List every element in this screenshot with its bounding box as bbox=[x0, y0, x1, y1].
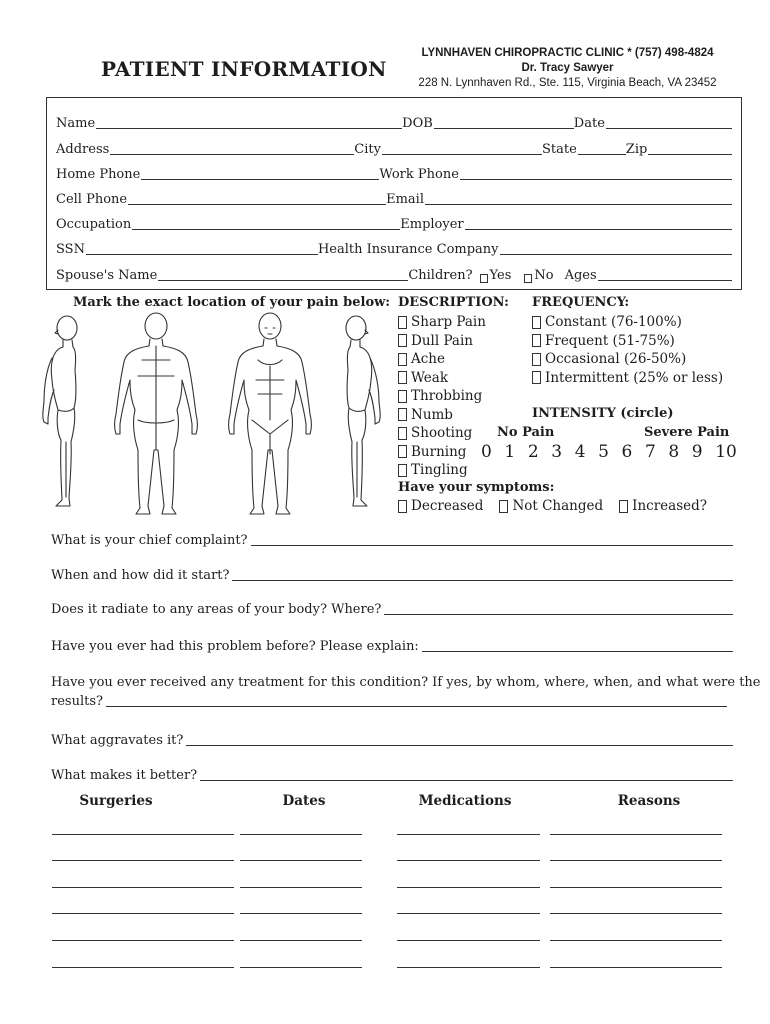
dates-line[interactable] bbox=[240, 940, 362, 941]
state-field[interactable] bbox=[578, 154, 626, 155]
medications-line[interactable] bbox=[397, 834, 540, 835]
option-label: Numb bbox=[411, 406, 453, 423]
checkbox[interactable] bbox=[398, 500, 407, 513]
surgeries-line[interactable] bbox=[52, 887, 234, 888]
answer-line[interactable] bbox=[106, 706, 727, 707]
question-label: What makes it better? bbox=[51, 768, 198, 783]
body-back-figure[interactable] bbox=[115, 313, 198, 514]
date-field[interactable] bbox=[606, 128, 732, 129]
checkbox[interactable] bbox=[499, 500, 508, 513]
frequency-option[interactable] bbox=[532, 369, 723, 388]
reasons-line[interactable] bbox=[550, 860, 722, 861]
option-label: Decreased bbox=[411, 498, 484, 515]
reasons-line[interactable] bbox=[550, 967, 722, 968]
option-label: Constant (76-100%) bbox=[545, 314, 682, 331]
intensity-title: INTENSITY (circle) bbox=[532, 406, 674, 421]
checkbox[interactable] bbox=[532, 353, 541, 366]
description-option[interactable] bbox=[398, 461, 486, 480]
surgeries-line[interactable] bbox=[52, 967, 234, 968]
option-label: Not Changed bbox=[512, 498, 604, 515]
occupation-field[interactable] bbox=[132, 229, 400, 230]
frequency-option[interactable] bbox=[532, 332, 723, 351]
option-label: Intermittent (25% or less) bbox=[545, 369, 724, 386]
question-chief-complaint bbox=[51, 533, 733, 548]
intensity-low-label: No Pain bbox=[497, 425, 555, 440]
checkbox[interactable] bbox=[398, 316, 407, 329]
intensity-7[interactable]: 7 bbox=[644, 442, 656, 462]
question-label: Have you ever had this problem before? Please explain: bbox=[51, 639, 419, 654]
option-label: Weak bbox=[411, 369, 448, 386]
description-title: DESCRIPTION: bbox=[398, 295, 509, 310]
row-occupation bbox=[56, 214, 732, 232]
option-label: Increased? bbox=[632, 498, 708, 515]
body-side-right-figure[interactable] bbox=[346, 316, 380, 506]
checkbox[interactable] bbox=[398, 445, 407, 458]
city-label: City bbox=[354, 142, 381, 157]
children-yes-checkbox[interactable] bbox=[480, 274, 488, 283]
col-medications: Medications bbox=[418, 793, 512, 809]
option-label: Occasional (26-50%) bbox=[545, 351, 687, 368]
medications-line[interactable] bbox=[397, 887, 540, 888]
dob-field[interactable] bbox=[434, 128, 574, 129]
email-label: Email bbox=[386, 192, 424, 207]
row-name bbox=[56, 113, 732, 131]
description-option[interactable] bbox=[398, 332, 486, 351]
intensity-3[interactable]: 3 bbox=[551, 442, 563, 462]
pain-map-title: Mark the exact location of your pain below: bbox=[73, 295, 391, 310]
row-spouse bbox=[56, 265, 732, 283]
intensity-5[interactable]: 5 bbox=[598, 442, 609, 462]
email-field[interactable] bbox=[425, 204, 732, 205]
intensity-10[interactable]: 10 bbox=[715, 442, 737, 462]
clinic-name-phone: LYNNHAVEN CHIROPRACTIC CLINIC * (757) 498-4824 bbox=[421, 47, 714, 59]
question-label: Have you ever received any treatment for this condition? If yes, by whom, where, when, and what were the bbox=[51, 675, 761, 690]
col-reasons: Reasons bbox=[617, 793, 681, 809]
row-cell-email bbox=[56, 189, 732, 207]
intensity-high-label: Severe Pain bbox=[644, 425, 730, 440]
question-before bbox=[51, 639, 733, 654]
surgeries-line[interactable] bbox=[52, 913, 234, 914]
symptom-option-decreased[interactable] bbox=[398, 497, 483, 516]
row-phones bbox=[56, 164, 732, 182]
employer-label: Employer bbox=[400, 217, 464, 232]
employer-field[interactable] bbox=[465, 229, 732, 230]
reasons-line[interactable] bbox=[550, 913, 722, 914]
checkbox[interactable] bbox=[532, 371, 541, 384]
row-address bbox=[56, 139, 732, 157]
reasons-line[interactable] bbox=[550, 887, 722, 888]
reasons-line[interactable] bbox=[550, 834, 722, 835]
question-treatment-cont bbox=[51, 694, 727, 709]
spouse-name-label: Spouse's Name bbox=[56, 268, 158, 283]
dates-line[interactable] bbox=[240, 834, 362, 835]
intensity-1[interactable]: 1 bbox=[504, 442, 516, 462]
cell-phone-label: Cell Phone bbox=[56, 192, 128, 207]
dob-label: DOB bbox=[402, 116, 433, 131]
children-label: Children? bbox=[408, 268, 473, 283]
answer-line[interactable] bbox=[251, 545, 733, 546]
checkbox[interactable] bbox=[398, 464, 407, 477]
option-label: Tingling bbox=[411, 462, 468, 479]
home-phone-label: Home Phone bbox=[56, 167, 141, 182]
description-option[interactable] bbox=[398, 443, 486, 462]
dates-line[interactable] bbox=[240, 860, 362, 861]
children-no-checkbox[interactable] bbox=[524, 274, 532, 283]
checkbox[interactable] bbox=[398, 408, 407, 421]
work-phone-field[interactable] bbox=[460, 179, 732, 180]
answer-line[interactable] bbox=[422, 651, 733, 652]
medications-line[interactable] bbox=[397, 913, 540, 914]
surgeries-line[interactable] bbox=[52, 940, 234, 941]
col-surgeries: Surgeries bbox=[79, 793, 153, 809]
description-option[interactable] bbox=[398, 387, 486, 406]
description-option[interactable] bbox=[398, 369, 486, 388]
work-phone-label: Work Phone bbox=[379, 167, 459, 182]
dates-line[interactable] bbox=[240, 887, 362, 888]
intensity-8[interactable]: 8 bbox=[668, 442, 680, 462]
question-label: results? bbox=[51, 694, 103, 709]
health-insurance-label: Health Insurance Company bbox=[317, 242, 499, 257]
frequency-option[interactable] bbox=[532, 313, 723, 332]
checkbox[interactable] bbox=[398, 334, 407, 347]
state-label: State bbox=[541, 142, 577, 157]
name-field[interactable] bbox=[96, 128, 402, 129]
checkbox[interactable] bbox=[532, 316, 541, 329]
question-aggravates bbox=[51, 733, 733, 748]
checkbox[interactable] bbox=[398, 371, 407, 384]
intensity-6[interactable]: 6 bbox=[621, 442, 633, 462]
question-treatment bbox=[51, 675, 761, 690]
ssn-field[interactable] bbox=[86, 254, 318, 255]
intensity-9[interactable]: 9 bbox=[691, 442, 703, 462]
frequency-options bbox=[532, 313, 723, 387]
occupation-label: Occupation bbox=[56, 217, 132, 232]
medications-line[interactable] bbox=[397, 940, 540, 941]
dates-line[interactable] bbox=[240, 913, 362, 914]
ages-field[interactable] bbox=[598, 280, 732, 281]
intensity-2[interactable]: 2 bbox=[527, 442, 539, 462]
question-label: Does it radiate to any areas of your body? Where? bbox=[51, 602, 382, 617]
checkbox[interactable] bbox=[532, 334, 541, 347]
description-option[interactable] bbox=[398, 424, 486, 443]
surgeries-line[interactable] bbox=[52, 860, 234, 861]
description-options bbox=[398, 313, 486, 480]
answer-line[interactable] bbox=[186, 745, 733, 746]
option-label: Burning bbox=[411, 443, 467, 460]
city-field[interactable] bbox=[382, 154, 542, 155]
description-option[interactable] bbox=[398, 350, 486, 369]
frequency-title: FREQUENCY: bbox=[532, 295, 630, 310]
checkbox[interactable] bbox=[398, 353, 407, 366]
body-front-figure[interactable] bbox=[229, 313, 312, 514]
page-title: PATIENT INFORMATION bbox=[101, 57, 387, 81]
medications-line[interactable] bbox=[397, 860, 540, 861]
symptom-option-not-changed[interactable] bbox=[499, 497, 603, 516]
zip-label: Zip bbox=[625, 142, 648, 157]
children-no-label: No bbox=[534, 268, 554, 283]
home-phone-field[interactable] bbox=[141, 179, 379, 180]
option-label: Dull Pain bbox=[411, 332, 473, 349]
doctor-name: Dr. Tracy Sawyer bbox=[521, 62, 614, 74]
question-label: What aggravates it? bbox=[51, 733, 184, 748]
symptoms-options bbox=[398, 497, 707, 516]
clinic-address: 228 N. Lynnhaven Rd., Ste. 115, Virginia Beach, VA 23452 bbox=[418, 77, 717, 89]
body-side-left-figure[interactable] bbox=[43, 316, 77, 506]
answer-line[interactable] bbox=[232, 580, 733, 581]
question-better bbox=[51, 768, 733, 783]
answer-line[interactable] bbox=[200, 780, 733, 781]
checkbox[interactable] bbox=[398, 427, 407, 440]
address-field[interactable] bbox=[110, 154, 354, 155]
checkbox[interactable] bbox=[619, 500, 628, 513]
option-label: Frequent (51-75%) bbox=[545, 332, 675, 349]
ages-label: Ages bbox=[564, 268, 597, 283]
body-diagram[interactable] bbox=[34, 310, 394, 525]
option-label: Ache bbox=[411, 351, 445, 368]
description-option[interactable] bbox=[398, 406, 486, 425]
children-yes-label: Yes bbox=[489, 268, 512, 283]
option-label: Sharp Pain bbox=[411, 314, 486, 331]
ssn-label: SSN bbox=[56, 242, 85, 257]
option-label: Throbbing bbox=[411, 388, 483, 405]
answer-line[interactable] bbox=[384, 614, 733, 615]
symptom-option-increased[interactable] bbox=[619, 497, 707, 516]
row-ssn bbox=[56, 239, 732, 257]
reasons-line[interactable] bbox=[550, 940, 722, 941]
question-start bbox=[51, 568, 733, 583]
col-dates: Dates bbox=[282, 793, 326, 809]
address-label: Address bbox=[56, 142, 110, 157]
frequency-option[interactable] bbox=[532, 350, 723, 369]
surgeries-line[interactable] bbox=[52, 834, 234, 835]
medications-line[interactable] bbox=[397, 967, 540, 968]
question-label: What is your chief complaint? bbox=[51, 533, 248, 548]
name-label: Name bbox=[56, 116, 96, 131]
intensity-4[interactable]: 4 bbox=[574, 442, 586, 462]
dates-line[interactable] bbox=[240, 967, 362, 968]
checkbox[interactable] bbox=[398, 390, 407, 403]
intensity-0[interactable]: 0 bbox=[481, 442, 492, 462]
intensity-scale bbox=[481, 442, 737, 462]
date-label: Date bbox=[573, 116, 605, 131]
symptoms-title: Have your symptoms: bbox=[398, 480, 555, 495]
zip-field[interactable] bbox=[648, 154, 732, 155]
question-radiate bbox=[51, 602, 733, 617]
question-label: When and how did it start? bbox=[51, 568, 230, 583]
cell-phone-field[interactable] bbox=[128, 204, 386, 205]
option-label: Shooting bbox=[411, 425, 473, 442]
health-insurance-field[interactable] bbox=[500, 254, 732, 255]
description-option[interactable] bbox=[398, 313, 486, 332]
spouse-name-field[interactable] bbox=[158, 280, 408, 281]
